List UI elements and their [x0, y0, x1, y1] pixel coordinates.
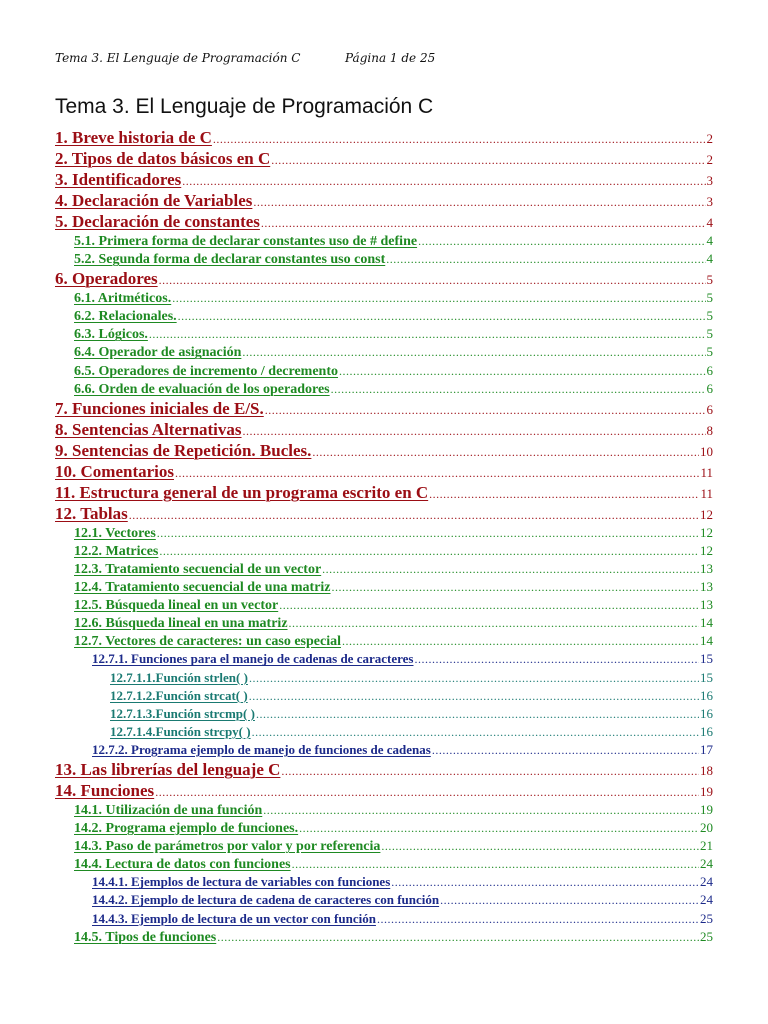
toc-dot-leader: [381, 837, 699, 855]
toc-page-number: 16: [700, 687, 713, 703]
toc-entry-link[interactable]: 12.7.1.4.Función strcpy( ): [110, 723, 251, 739]
toc-dot-leader: [391, 873, 699, 891]
toc-entry[interactable]: [0, 632, 713, 650]
toc-dot-leader: [312, 442, 699, 463]
toc-page-number: 12: [700, 506, 713, 522]
toc-page-number: 14: [700, 633, 713, 649]
toc-dot-leader: [377, 910, 699, 928]
toc-dot-leader: [159, 270, 706, 291]
toc-entry[interactable]: [0, 169, 713, 190]
toc-page-number: 19: [700, 783, 713, 799]
toc-page-number: 6: [706, 362, 713, 378]
toc-entry[interactable]: [0, 325, 713, 343]
toc-entry[interactable]: [0, 723, 713, 741]
toc-dot-leader: [243, 421, 706, 442]
toc-dot-leader: [429, 484, 699, 505]
toc-entry-link[interactable]: 12.7.1.1.Función strlen( ): [110, 669, 248, 685]
toc-dot-leader: [281, 761, 699, 782]
toc-page-number: 15: [700, 651, 713, 667]
toc-entry[interactable]: [0, 148, 713, 169]
toc-page-number: 18: [700, 762, 713, 778]
toc-page-number: 13: [700, 579, 713, 595]
toc-entry-link[interactable]: 6.1. Aritméticos.: [74, 291, 172, 307]
table-of-contents: [0, 127, 768, 946]
toc-entry-link[interactable]: 12.7.1.3.Función strcmp( ): [110, 705, 255, 721]
toc-dot-leader: [217, 928, 699, 946]
toc-dot-leader: [339, 362, 705, 380]
toc-dot-leader: [299, 819, 699, 837]
toc-entry[interactable]: [0, 819, 713, 837]
toc-page-number: 5: [706, 326, 713, 342]
toc-page-number: 8: [706, 422, 713, 438]
toc-entry[interactable]: [0, 614, 713, 632]
toc-entry[interactable]: [0, 362, 713, 380]
toc-dot-leader: [172, 289, 705, 307]
toc-page-number: 4: [706, 233, 713, 248]
toc-entry-link[interactable]: 14.4. Lectura de datos con funciones: [74, 857, 291, 873]
toc-page-number: 17: [700, 741, 713, 757]
toc-dot-leader: [414, 650, 699, 668]
toc-page-number: 5: [706, 308, 713, 324]
toc-entry[interactable]: [0, 669, 713, 687]
toc-entry-link[interactable]: 12.6. Búsqueda lineal en una matriz: [74, 616, 288, 632]
toc-page-number: 3: [706, 173, 713, 188]
toc-entry[interactable]: [0, 855, 713, 873]
toc-entry-link[interactable]: 3. Identificadores: [55, 170, 182, 189]
toc-dot-leader: [249, 687, 699, 705]
toc-page-number: 10: [700, 443, 713, 459]
toc-entry[interactable]: [0, 380, 713, 398]
toc-dot-leader: [242, 343, 705, 361]
toc-dot-leader: [155, 782, 699, 803]
toc-entry[interactable]: [0, 687, 713, 705]
toc-dot-leader: [182, 171, 705, 192]
toc-entry-link[interactable]: 11. Estructura general de un programa escrito en C: [55, 482, 429, 502]
toc-dot-leader: [418, 232, 705, 250]
toc-entry-link[interactable]: 13. Las librerías del lenguaje C: [55, 759, 281, 779]
toc-dot-leader: [386, 250, 705, 268]
toc-dot-leader: [159, 542, 699, 560]
toc-entry-link[interactable]: 12.3. Tratamiento secuencial de un vector: [74, 561, 322, 577]
toc-dot-leader: [249, 669, 699, 687]
toc-dot-leader: [265, 400, 706, 421]
toc-entry[interactable]: [0, 759, 713, 780]
toc-entry[interactable]: [0, 307, 713, 325]
toc-dot-leader: [261, 213, 706, 234]
toc-page-number: 13: [700, 560, 713, 576]
toc-entry-link[interactable]: 12.4. Tratamiento secuencial de una matriz: [74, 580, 331, 596]
toc-dot-leader: [271, 150, 705, 171]
toc-entry-link[interactable]: 14.4.1. Ejemplos de lectura de variables con funciones: [92, 874, 391, 890]
toc-page-number: 5: [706, 272, 713, 288]
toc-page-number: 25: [700, 910, 713, 926]
toc-entry-link[interactable]: 12.1. Vectores: [74, 525, 156, 541]
toc-entry[interactable]: [0, 190, 713, 211]
toc-entry-link[interactable]: 12.5. Búsqueda lineal en un vector: [74, 598, 279, 614]
toc-page-number: 6: [706, 401, 713, 417]
toc-entry[interactable]: [0, 596, 713, 614]
toc-entry[interactable]: [0, 440, 713, 461]
toc-entry-link[interactable]: 12.7.2. Programa ejemplo de manejo de funciones de cadenas: [92, 741, 431, 757]
toc-entry[interactable]: [0, 705, 713, 723]
toc-entry-link[interactable]: 14.4.3. Ejemplo de lectura de un vector con función: [92, 910, 376, 926]
toc-page-number: 14: [700, 615, 713, 631]
toc-dot-leader: [213, 129, 706, 150]
toc-entry-link[interactable]: 14. Funciones: [55, 780, 155, 800]
toc-page-number: 5: [706, 344, 713, 360]
toc-dot-leader: [440, 891, 699, 909]
toc-dot-leader: [178, 307, 706, 325]
header-page-number: Página 1 de 25: [345, 51, 436, 65]
toc-page-number: 6: [706, 380, 713, 396]
toc-page-number: 24: [700, 892, 713, 908]
toc-page-number: 2: [706, 152, 713, 167]
toc-entry[interactable]: [0, 127, 713, 148]
toc-entry-link[interactable]: 12.7. Vectores de caracteres: un caso especial: [74, 634, 341, 650]
toc-dot-leader: [292, 855, 699, 873]
toc-page-number: 3: [706, 194, 713, 209]
toc-entry-link[interactable]: 14.1. Utilización de una función: [74, 802, 263, 818]
toc-page-number: 21: [700, 838, 713, 854]
toc-entry[interactable]: [0, 650, 713, 668]
toc-page-number: 5: [706, 290, 713, 306]
toc-entry-link[interactable]: 14.2. Programa ejemplo de funciones.: [74, 821, 299, 837]
toc-entry[interactable]: [0, 741, 713, 759]
toc-dot-leader: [157, 524, 699, 542]
toc-page-number: 4: [706, 215, 713, 230]
toc-entry-link[interactable]: 8. Sentencias Alternativas: [55, 419, 242, 439]
toc-page-number: 12: [700, 542, 713, 558]
toc-entry[interactable]: [0, 268, 713, 289]
toc-page-number: 4: [706, 251, 713, 267]
toc-entry-link[interactable]: 9. Sentencias de Repetición. Bucles.: [55, 440, 312, 460]
toc-entry[interactable]: [0, 928, 713, 946]
toc-entry-link[interactable]: 14.3. Paso de parámetros por valor y por referencia: [74, 839, 381, 855]
toc-dot-leader: [342, 632, 699, 650]
toc-page-number: 11: [700, 464, 713, 480]
toc-entry-link[interactable]: 6.4. Operador de asignación: [74, 345, 242, 361]
toc-entry[interactable]: [0, 503, 713, 524]
toc-entry[interactable]: [0, 801, 713, 819]
toc-page-number: 16: [700, 705, 713, 721]
toc-dot-leader: [129, 505, 699, 526]
toc-entry-link[interactable]: 14.4.2. Ejemplo de lectura de cadena de caracteres con función: [92, 892, 440, 908]
toc-dot-leader: [322, 560, 699, 578]
toc-entry-link[interactable]: 12.7.1. Funciones para el manejo de cadenas de caracteres: [92, 651, 414, 667]
toc-page-number: 15: [700, 669, 713, 685]
toc-entry-link[interactable]: 5.1. Primera forma de declarar constantes uso de # define: [74, 234, 418, 249]
toc-entry[interactable]: [0, 232, 713, 250]
toc-entry[interactable]: [0, 211, 713, 232]
header-document-title: Tema 3. El Lenguaje de Programación C: [55, 51, 301, 65]
toc-page-number: 16: [700, 723, 713, 739]
toc-dot-leader: [289, 614, 699, 632]
toc-entry-link[interactable]: 2. Tipos de datos básicos en C: [55, 149, 271, 168]
toc-entry-link[interactable]: 12. Tablas: [55, 503, 128, 523]
toc-entry[interactable]: [0, 837, 713, 855]
toc-entry-link[interactable]: 6.3. Lógicos.: [74, 327, 148, 343]
toc-entry-link[interactable]: 6.5. Operadores de incremento / decremento: [74, 363, 339, 379]
toc-dot-leader: [149, 325, 706, 343]
toc-entry-link[interactable]: 10. Comentarios: [55, 461, 174, 481]
toc-entry-link[interactable]: 5.2. Segunda forma de declarar constantes uso const: [74, 252, 386, 268]
toc-entry-link[interactable]: 6. Operadores: [55, 269, 158, 289]
toc-dot-leader: [253, 192, 705, 213]
toc-entry-link[interactable]: 6.6. Orden de evaluación de los operadores: [74, 381, 330, 397]
toc-dot-leader: [332, 578, 699, 596]
toc-entry-link[interactable]: 5. Declaración de constantes: [55, 212, 260, 231]
toc-entry-link[interactable]: 1. Breve historia de C: [55, 128, 212, 147]
toc-entry[interactable]: [0, 891, 713, 909]
toc-entry-link[interactable]: 6.2. Relacionales.: [74, 309, 177, 325]
toc-page-number: 24: [700, 874, 713, 890]
toc-dot-leader: [263, 801, 699, 819]
toc-entry[interactable]: [0, 542, 713, 560]
toc-page-number: 20: [700, 820, 713, 836]
toc-entry[interactable]: [0, 343, 713, 361]
toc-entry[interactable]: [0, 524, 713, 542]
toc-dot-leader: [252, 723, 699, 741]
toc-dot-leader: [256, 705, 699, 723]
toc-entry[interactable]: [0, 780, 713, 801]
toc-dot-leader: [175, 463, 699, 484]
toc-entry[interactable]: [0, 398, 713, 419]
toc-dot-leader: [279, 596, 699, 614]
toc-page-number: 25: [700, 928, 713, 944]
toc-entry[interactable]: [0, 419, 713, 440]
toc-page-number: 2: [706, 131, 713, 146]
toc-entry[interactable]: [0, 578, 713, 596]
toc-dot-leader: [331, 380, 706, 398]
toc-page-number: 11: [700, 485, 713, 501]
toc-entry[interactable]: [0, 250, 713, 268]
toc-page-number: 13: [700, 597, 713, 613]
toc-entry[interactable]: [0, 560, 713, 578]
toc-entry-link[interactable]: 7. Funciones iniciales de E/S.: [55, 398, 264, 418]
toc-entry-link[interactable]: 12.7.1.2.Función strcat( ): [110, 687, 248, 703]
toc-entry-link[interactable]: 4. Declaración de Variables: [55, 191, 253, 210]
toc-entry-link[interactable]: 14.5. Tipos de funciones: [74, 929, 217, 945]
toc-dot-leader: [432, 741, 699, 759]
toc-page-number: 12: [700, 524, 713, 540]
toc-page-number: 19: [700, 801, 713, 817]
page-title: Tema 3. El Lenguaje de Programación C: [55, 95, 434, 118]
toc-entry[interactable]: [0, 910, 713, 928]
toc-entry-link[interactable]: 12.2. Matrices: [74, 543, 159, 559]
toc-page-number: 24: [700, 856, 713, 872]
toc-entry[interactable]: [0, 289, 713, 307]
toc-entry[interactable]: [0, 461, 713, 482]
toc-entry[interactable]: [0, 873, 713, 891]
toc-entry[interactable]: [0, 482, 713, 503]
